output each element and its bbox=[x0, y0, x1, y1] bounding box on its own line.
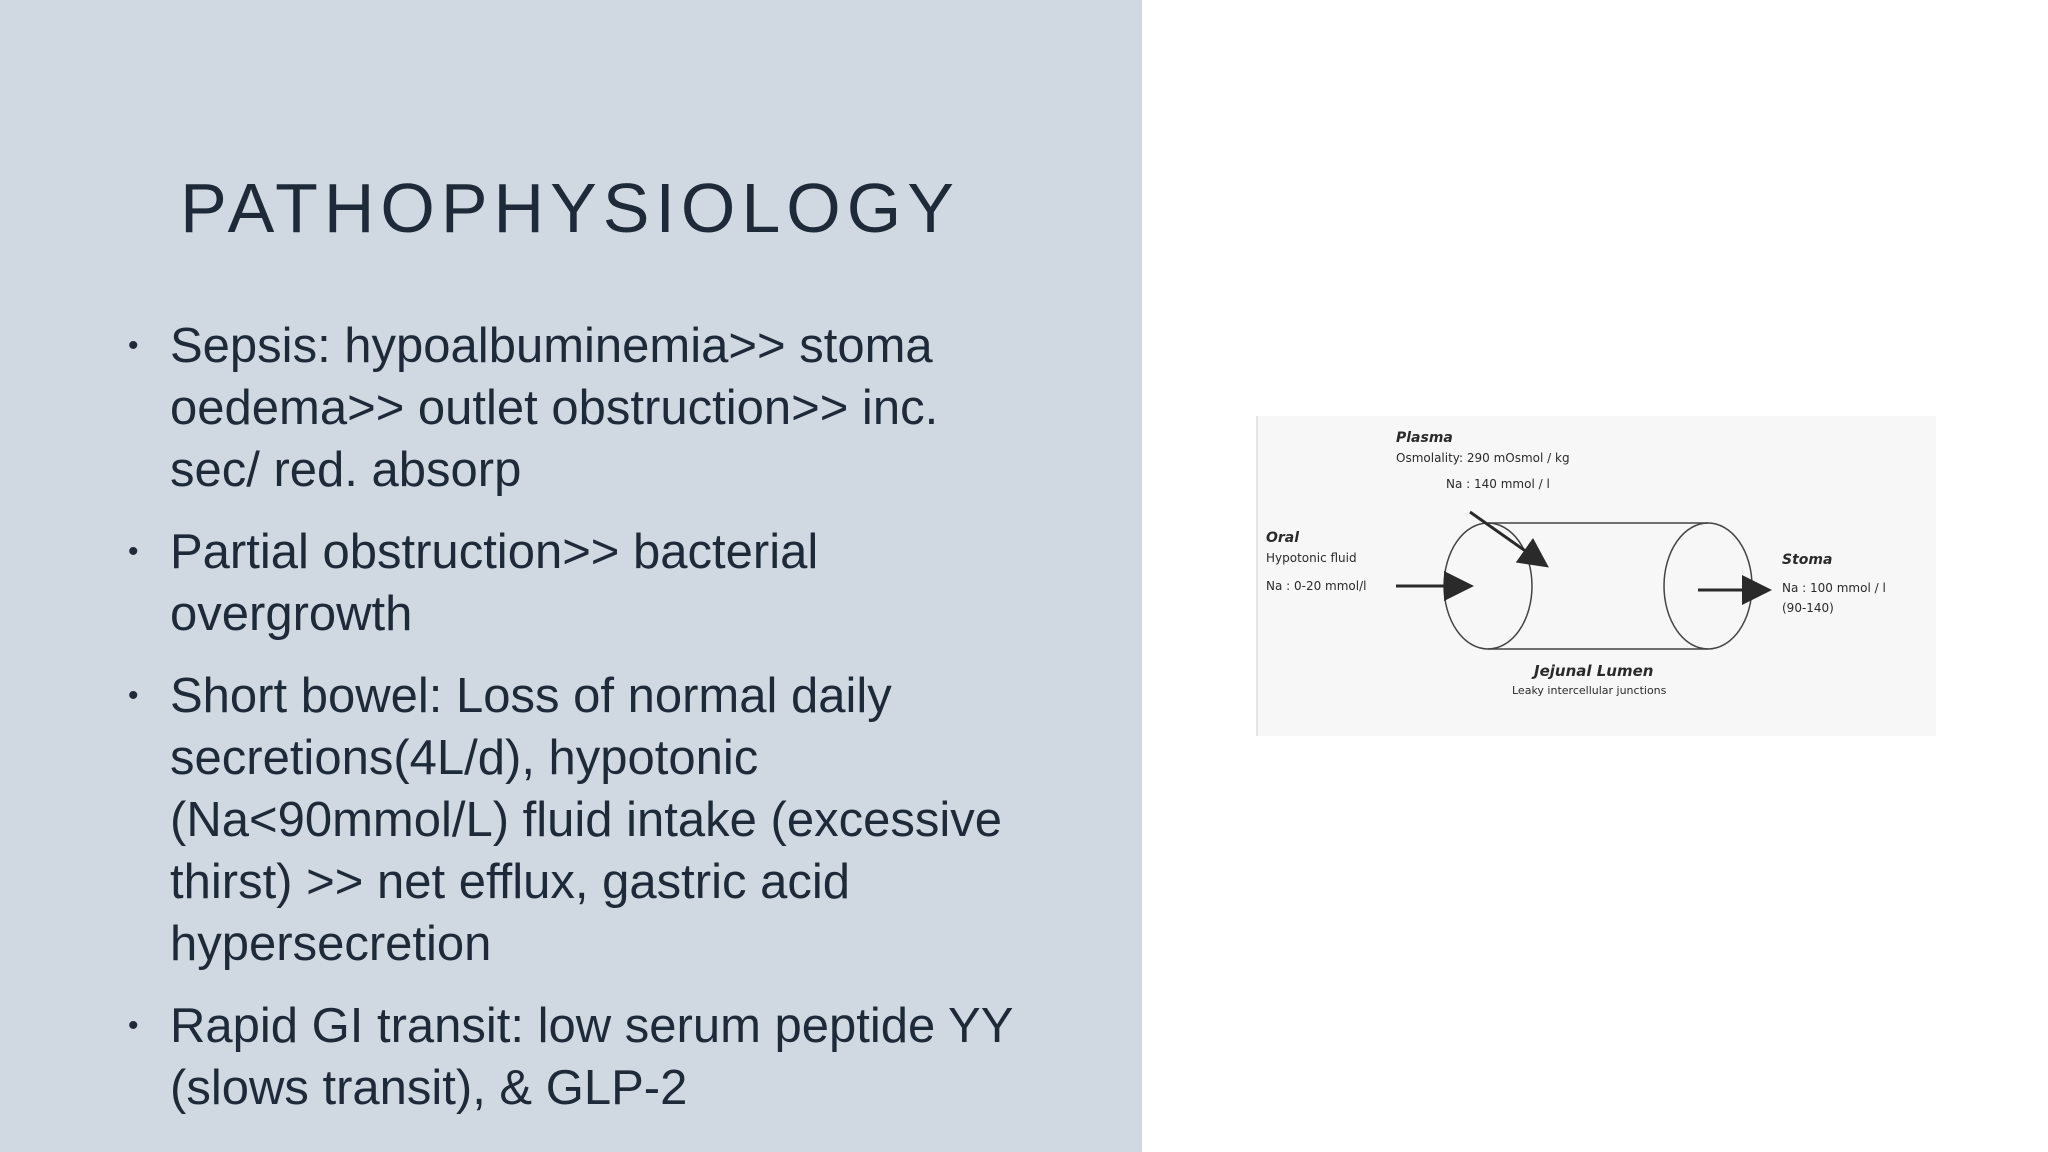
bullet-dot-icon: • bbox=[128, 535, 139, 568]
plasma-na: Na : 140 mmol / l bbox=[1446, 477, 1550, 491]
bullet-dot-icon: • bbox=[128, 329, 139, 362]
diagram-svg bbox=[1258, 416, 1936, 736]
oral-label: Oral bbox=[1266, 530, 1300, 546]
lumen-sub: Leaky intercellular junctions bbox=[1512, 684, 1667, 697]
lumen-label: Jejunal Lumen bbox=[1534, 662, 1654, 680]
bullet-text: Partial obstruction>> bacterial overgrowth bbox=[170, 525, 819, 641]
stoma-range: (90-140) bbox=[1782, 601, 1834, 615]
stoma-label: Stoma bbox=[1782, 552, 1833, 568]
oral-na: Na : 0-20 mmol/l bbox=[1266, 579, 1367, 593]
stoma-na: Na : 100 mmol / l bbox=[1782, 581, 1886, 595]
plasma-osmolality: Osmolality: 290 mOsmol / kg bbox=[1396, 451, 1570, 465]
bullet-dot-icon: • bbox=[128, 1009, 139, 1042]
bullet-list bbox=[120, 315, 1020, 1139]
oral-fluid: Hypotonic fluid bbox=[1266, 551, 1357, 565]
bullet-text: Rapid GI transit: low serum peptide YY (slows transit), & GLP-2 bbox=[170, 999, 1013, 1115]
bullet-text: Sepsis: hypoalbuminemia>> stoma oedema>> outlet obstruction>> inc. sec/ red. absorp bbox=[170, 319, 939, 497]
bullet-dot-icon: • bbox=[128, 679, 139, 712]
plasma-label: Plasma bbox=[1396, 430, 1453, 446]
bullet-item bbox=[120, 665, 1020, 975]
bullet-item bbox=[120, 521, 1020, 645]
slide-title: PATHOPHYSIOLOGY bbox=[180, 169, 960, 247]
plasma-arrow bbox=[1470, 512, 1544, 564]
bullet-item bbox=[120, 995, 1020, 1119]
bullet-item bbox=[120, 315, 1020, 501]
jejunal-diagram bbox=[1256, 416, 1936, 736]
bullet-text: Short bowel: Loss of normal daily secretions(4L/d), hypotonic (Na<90mmol/L) fluid intake (excessive thirst) >> net efflux, gastric acid hypersecretion bbox=[170, 669, 1002, 971]
lumen-cylinder bbox=[1444, 523, 1752, 649]
